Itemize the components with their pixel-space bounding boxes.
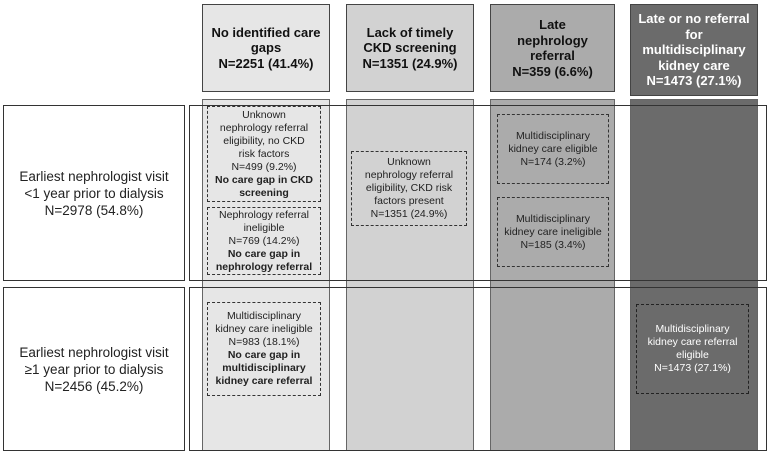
row-label-line1: Earliest nephrologist visit [19, 344, 169, 360]
column-header-late-nephrology [490, 4, 615, 92]
row-label-count: N=2978 (54.8%) [44, 202, 144, 218]
row-label-over-1-year [3, 287, 185, 451]
box-bold-line: kidney care referral [215, 375, 313, 387]
box-line: ineligible [243, 221, 285, 234]
box-multidisciplinary-referral-eligible [636, 304, 749, 394]
box-line: Unknown [387, 156, 431, 168]
box-line: N=1351 (24.9%) [370, 208, 448, 220]
row-label-under-1-year [3, 105, 185, 281]
box-line: Multidisciplinary [515, 129, 591, 142]
column-header-multidisciplinary [630, 4, 758, 96]
column-header-no-gaps [202, 4, 330, 92]
box-line: eligibility, no CKD [223, 134, 305, 147]
box-unknown-referral-risk-present [351, 151, 467, 226]
row-label-line2: <1 year prior to dialysis [24, 185, 164, 201]
box-line: kidney care referral [647, 336, 738, 348]
box-bold-line: multidisciplinary [222, 362, 306, 374]
box-line: nephrology referral [219, 121, 309, 134]
column-title: Lack of timely CKD screening [363, 24, 457, 56]
box-nephrology-referral-ineligible [207, 207, 321, 275]
column-count: N=359 (6.6%) [512, 63, 593, 79]
box-bold-line: screening [239, 186, 289, 199]
column-count: N=2251 (41.4%) [218, 55, 314, 71]
column-title: Late or no referral for multidisciplinary kidney care [638, 11, 750, 73]
box-line: factors present [374, 195, 444, 207]
column-header-ckd-screening [346, 4, 474, 92]
box-line: nephrology referral [364, 169, 454, 181]
box-line: Nephrology referral [219, 208, 309, 221]
box-line: Multidisciplinary [655, 323, 730, 335]
box-line: N=1473 (27.1%) [654, 362, 731, 374]
box-line: N=499 (9.2%) [231, 160, 297, 173]
box-multidisciplinary-ineligible-late [497, 197, 609, 267]
column-count: N=1473 (27.1%) [646, 73, 742, 89]
box-line: eligibility, CKD risk [365, 182, 453, 194]
row-label-count: N=2456 (45.2%) [44, 378, 144, 394]
box-line: N=174 (3.2%) [520, 155, 586, 168]
box-unknown-referral-no-risk [207, 106, 321, 202]
box-bold-line: No care gap in [227, 349, 301, 361]
box-line: N=983 (18.1%) [228, 336, 300, 348]
box-bold-line: No care gap in CKD [214, 173, 314, 186]
box-line: risk factors [238, 147, 290, 160]
box-line: kidney care ineligible [504, 225, 602, 238]
column-title: No identified care gaps [211, 24, 321, 56]
box-line: N=185 (3.4%) [520, 238, 586, 251]
box-line: Multidisciplinary [226, 310, 302, 322]
box-bold-line: No care gap in [227, 247, 301, 260]
column-title: Late nephrology referral [517, 17, 588, 63]
box-line: kidney care ineligible [215, 323, 313, 335]
box-line: Unknown [242, 108, 286, 121]
box-multidisciplinary-ineligible [207, 302, 321, 396]
box-line: N=769 (14.2%) [228, 234, 300, 247]
box-line: Multidisciplinary [515, 212, 591, 225]
box-line: eligible [676, 349, 709, 361]
box-line: kidney care eligible [508, 142, 598, 155]
row-label-line2: ≥1 year prior to dialysis [24, 361, 164, 377]
box-multidisciplinary-eligible [497, 114, 609, 184]
box-bold-line: nephrology referral [215, 260, 313, 273]
row-label-line1: Earliest nephrologist visit [19, 168, 169, 184]
column-count: N=1351 (24.9%) [362, 55, 458, 71]
